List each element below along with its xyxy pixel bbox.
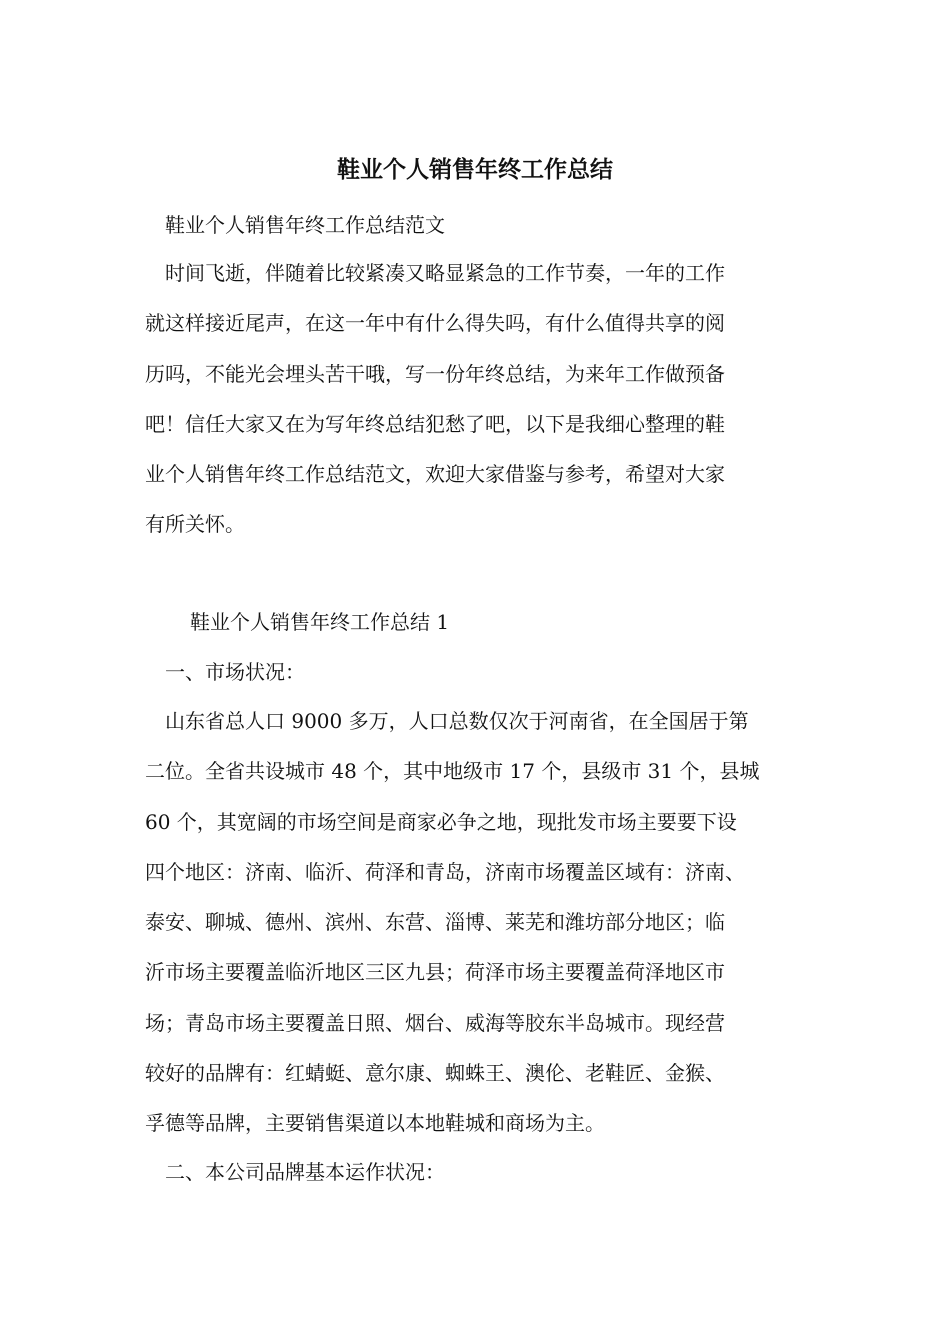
intro-paragraph	[145, 248, 825, 550]
paragraph-line: 孚德等品牌，主要销售渠道以本地鞋城和商场为主。	[145, 1111, 605, 1136]
paragraph-line: 四个地区：济南、临沂、荷泽和青岛，济南市场覆盖区域有：济南、	[145, 859, 745, 884]
document-title: 鞋业个人销售年终工作总结	[337, 156, 613, 183]
paragraph-line: 二位。全省共设城市 48 个，其中地级市 17 个，县级市 31 个，县城	[145, 759, 760, 784]
paragraph-line: 就这样接近尾声，在这一年中有什么得失吗，有什么值得共享的阅	[145, 311, 725, 336]
paragraph-line: 业个人销售年终工作总结范文，欢迎大家借鉴与参考，希望对大家	[145, 462, 725, 487]
document-subtitle: 鞋业个人销售年终工作总结范文	[165, 213, 445, 237]
paragraph-line: 历吗，不能光会埋头苦干哦，写一份年终总结，为来年工作做预备	[145, 361, 725, 386]
paragraph-line: 场；青岛市场主要覆盖日照、烟台、威海等胶东半岛城市。现经营	[145, 1010, 725, 1035]
section-heading-market: 一、市场状况：	[165, 660, 305, 684]
paragraph-line: 泰安、聊城、德州、滨州、东营、淄博、莱芜和潍坊部分地区；临	[145, 910, 725, 935]
paragraph-line: 时间飞逝，伴随着比较紧凑又略显紧急的工作节奏，一年的工作	[145, 261, 725, 285]
paragraph-line: 沂市场主要覆盖临沂地区三区九县；荷泽市场主要覆盖荷泽地区市	[145, 960, 725, 985]
paragraph-line: 山东省总人口 9000 多万，人口总数仅次于河南省，在全国居于第	[145, 709, 749, 733]
section-title: 鞋业个人销售年终工作总结 1	[190, 610, 450, 634]
section-heading-operation: 二、本公司品牌基本运作状况：	[165, 1160, 445, 1184]
paragraph-line: 较好的品牌有：红蜻蜓、意尔康、蜘蛛王、澳伦、老鞋匠、金猴、	[145, 1061, 725, 1086]
paragraph-line: 60 个，其宽阔的市场空间是商家必争之地，现批发市场主要要下设	[145, 809, 737, 834]
paragraph-line: 有所关怀。	[145, 512, 245, 537]
paragraph-line: 吧！信任大家又在为写年终总结犯愁了吧，以下是我细心整理的鞋	[145, 411, 725, 436]
market-paragraph	[145, 696, 825, 1149]
